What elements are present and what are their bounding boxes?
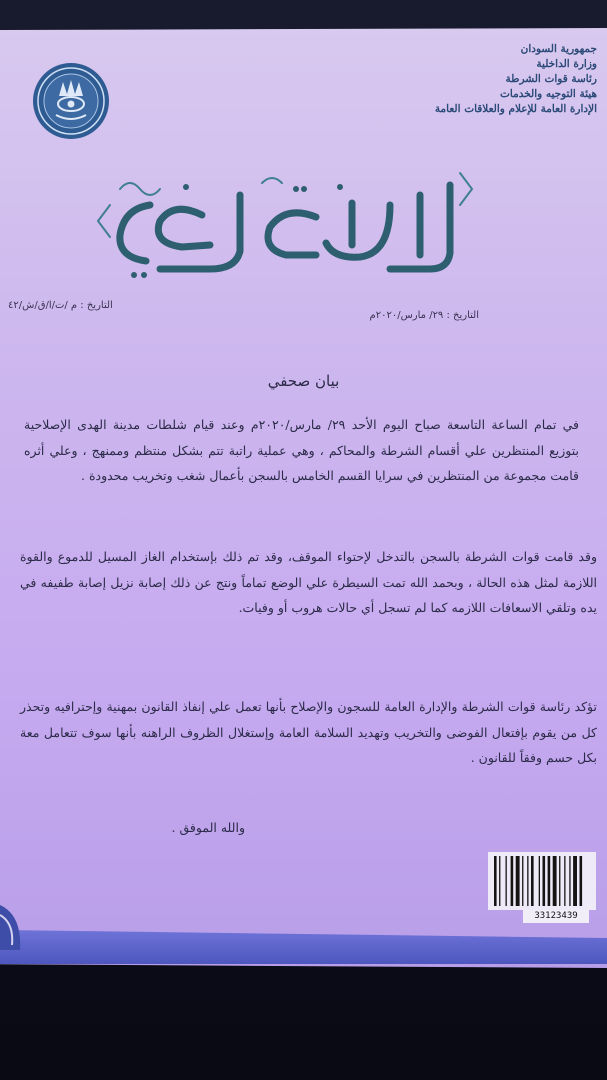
police-emblem-logo — [30, 60, 112, 142]
header-line-ministry: وزارة الداخلية — [536, 58, 597, 70]
statement-paragraph-2: وقد قامت قوات الشرطة بالسجن بالتدخل لإحتواء الموقف، وقد تم ذلك بإستخدام الغاز المسيل للدموع والقوة اللازمة لمثل هذه الحالة ، وبحمد الله تمت السيطرة علي الوضع تماماً ونتج عن ذلك إصابة نزيل إصابة طفيفه في يده وتلقي الاسعافات اللازمه كما لم تسجل أي حالات هروب أو وفيات. — [20, 549, 597, 615]
statement-heading: بيان صحفي — [267, 372, 340, 390]
header-line-police-hq: رئاسة قوات الشرطة — [505, 73, 597, 85]
closing-line: والله الموفق . — [171, 820, 245, 835]
issuer-header — [297, 42, 597, 117]
reference-number: التاريخ : م /ت/ا/ق/ش/٤٢ — [8, 300, 113, 311]
header-line-media-dept: الإدارة العامة للإعلام والعلاقات العامة — [434, 103, 597, 115]
press-office-calligraphy-title — [90, 165, 490, 285]
issue-date: التاريخ : ٢٩/ مارس/٢٠٢٠م — [369, 310, 479, 321]
header-line-republic: جمهورية السودان — [520, 43, 597, 55]
header-line-guidance: هيئة التوجيه والخدمات — [500, 88, 597, 100]
barcode-number: 33123439 — [523, 910, 589, 923]
page-curl-decoration — [0, 905, 28, 950]
statement-paragraph-1: في تمام الساعة التاسعة صباح اليوم الأحد ٢٩/ مارس/٢٠٢٠م وعند قيام شلطات مدينة الهدى الإصلاحية بتوزيع المنتظرين علي أقسام الشرطة والمحاكم ، وهي عملية راتبة تتم بشكل منتظم وممنهج ، وعلي أثره قامت مجموعة من المنتظرين في سرايا القسم الخامس بالسجن بأعمال شغب وتخريب محدودة . — [24, 417, 579, 483]
statement-paragraph-3: تؤكد رئاسة قوات الشرطة والإدارة العامة للسجون والإصلاح بأنها تعمل علي إنفاذ القانون بمهنية وإحترافيه وتحذر كل من يقوم بإفتعال الفوضى والتخريب وتهديد السلامة العامة وإستغلال الظروف الراهنه بأنها سوف تتعامل معة بكل حسم وفقاً للقانون . — [20, 699, 597, 765]
barcode — [488, 852, 596, 910]
